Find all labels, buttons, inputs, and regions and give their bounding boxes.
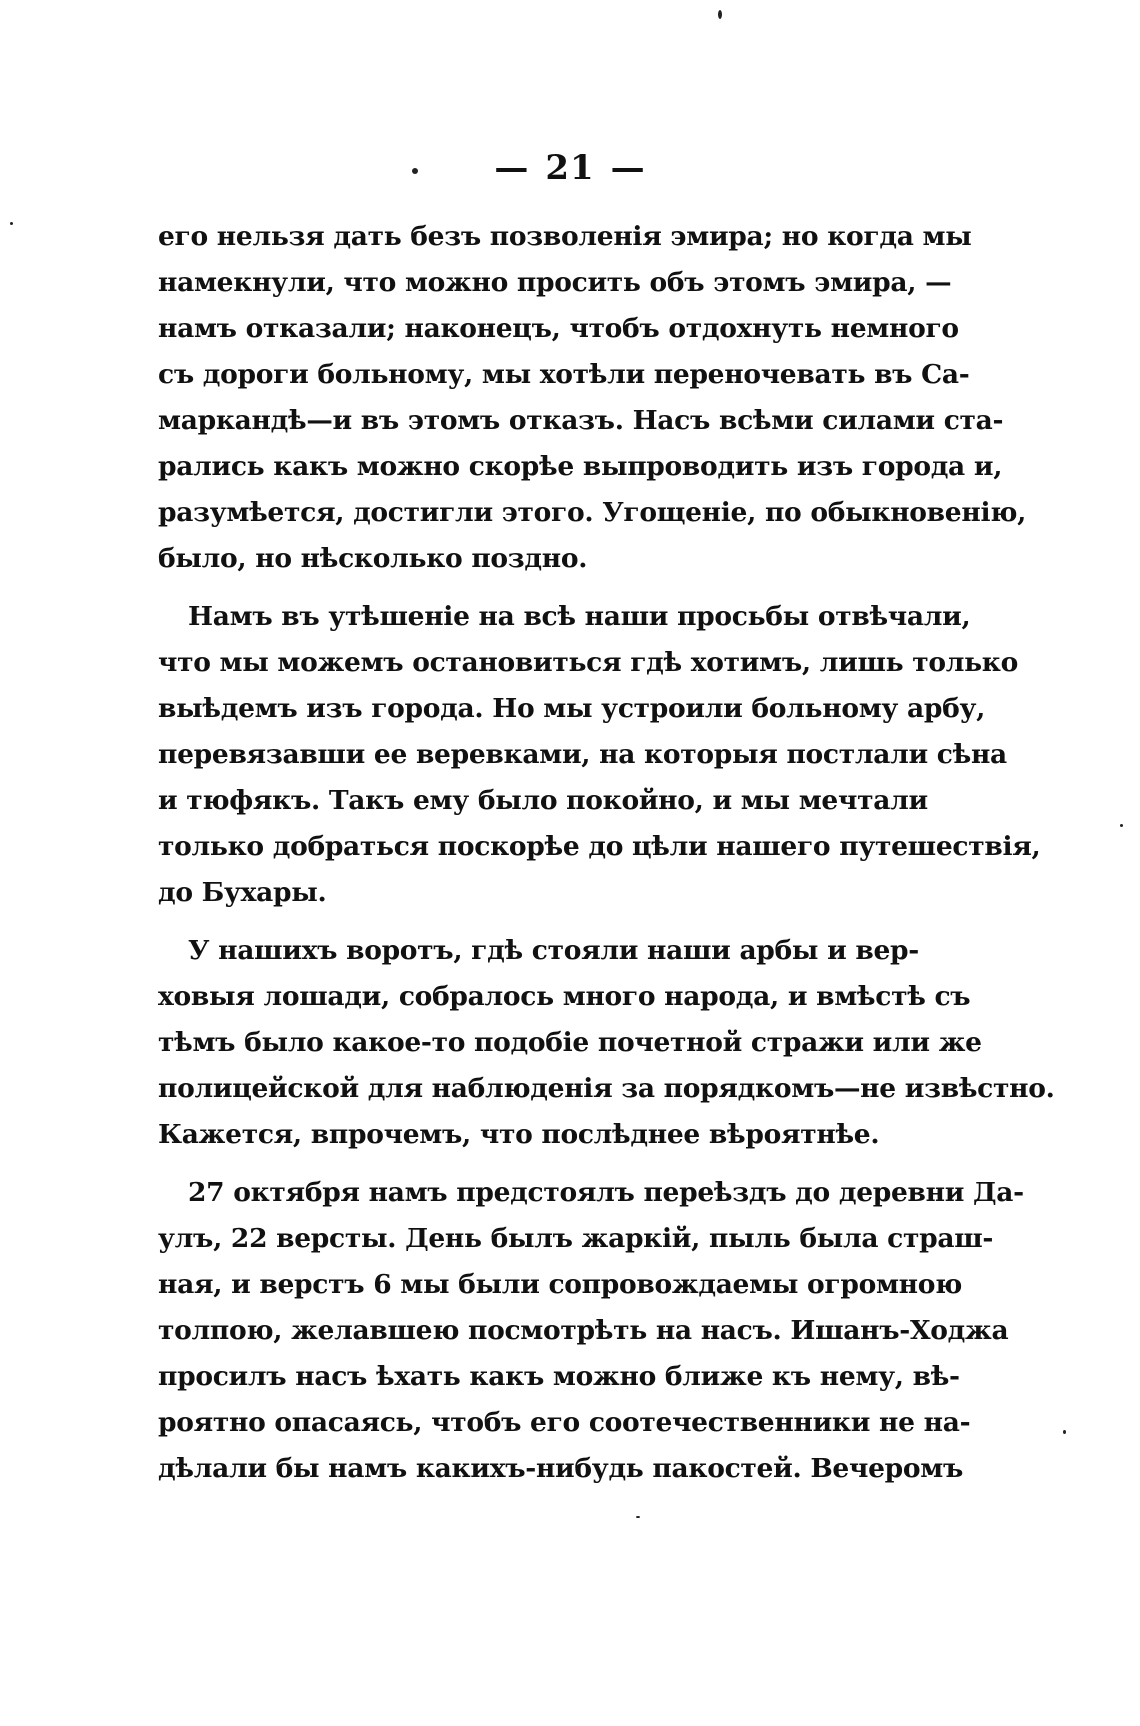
text-line: и тюфякъ. Такъ ему было покойно, и мы мечтали [158,785,928,816]
text-line: улъ, 22 версты. День былъ жаркій, пыль была страш- [158,1223,994,1254]
paragraph-1 [158,214,1027,582]
scan-speck [636,1516,640,1518]
text-line: было, но нѣсколько поздно. [158,543,588,574]
text-line: его нельзя дать безъ позволенія эмира; но когда мы [158,221,972,252]
page-number [0,148,1140,188]
text-line: до Бухары. [158,877,327,908]
paragraph-gap [158,1158,916,1170]
text-line: толпою, желавшею посмотрѣть на насъ. Ишанъ-Ходжа [158,1315,1009,1346]
text-line: рались какъ можно скорѣе выпроводить изъ города и, [158,451,1003,482]
text-line: роятно опасаясь, чтобъ его соотечественники не на- [158,1407,971,1438]
text-line: только добраться поскорѣе до цѣли нашего путешествія, [158,831,1041,862]
scan-speck [1063,1430,1066,1434]
paragraph-2 [158,594,1041,916]
text-line: Кажется, впрочемъ, что послѣднее вѣроятнѣе. [158,1119,880,1150]
text-line: ная, и верстъ 6 мы были сопровождаемы огромною [158,1269,963,1300]
text-line: Намъ въ утѣшеніе на всѣ наши просьбы отвѣчали, [188,601,971,632]
text-line: разумѣется, достигли этого. Угощеніе, по обыкновенію, [158,497,1027,528]
text-line: дѣлали бы намъ какихъ-нибудь пакостей. Вечеромъ [158,1453,963,1484]
text-line: маркандѣ—и въ этомъ отказъ. Насъ всѣми силами ста- [158,405,1004,436]
scan-speck [10,222,13,225]
text-line: что мы можемъ остановиться гдѣ хотимъ, лишь только [158,647,1019,678]
paragraph-gap [158,916,916,928]
text-line: перевязавши ее веревками, на которыя постлали сѣна [158,739,1007,770]
text-line: тѣмъ было какое-то подобіе почетной стражи или же [158,1027,982,1058]
paragraph-gap [158,582,916,594]
text-line: намъ отказали; наконецъ, чтобъ отдохнуть немного [158,313,959,344]
paragraph-4 [158,1170,1024,1492]
text-line: выѣдемъ изъ города. Но мы устроили больному арбу, [158,693,986,724]
text-line: просилъ насъ ѣхать какъ можно ближе къ нему, вѣ- [158,1361,960,1392]
paragraph-3 [158,928,1055,1158]
text-line: полицейской для наблюденія за порядкомъ—не извѣстно. [158,1073,1055,1104]
text-line: намекнули, что можно просить объ этомъ эмира, — [158,267,952,298]
text-line: съ дороги больному, мы хотѣли переночевать въ Са- [158,359,970,390]
scan-speck [1120,824,1123,827]
text-line: ховыя лошади, собралось много народа, и вмѣстѣ съ [158,981,971,1012]
text-line: У нашихъ воротъ, гдѣ стояли наши арбы и вер- [188,935,919,966]
body-text [158,214,1055,1492]
text-line: 27 октября намъ предстоялъ переѣздъ до деревни Да- [188,1177,1024,1208]
scan-speck [718,10,722,19]
page-number-dash-left: — [494,148,530,188]
page-number-dash-right: — [610,148,646,188]
page-number-value: 21 [545,148,595,188]
